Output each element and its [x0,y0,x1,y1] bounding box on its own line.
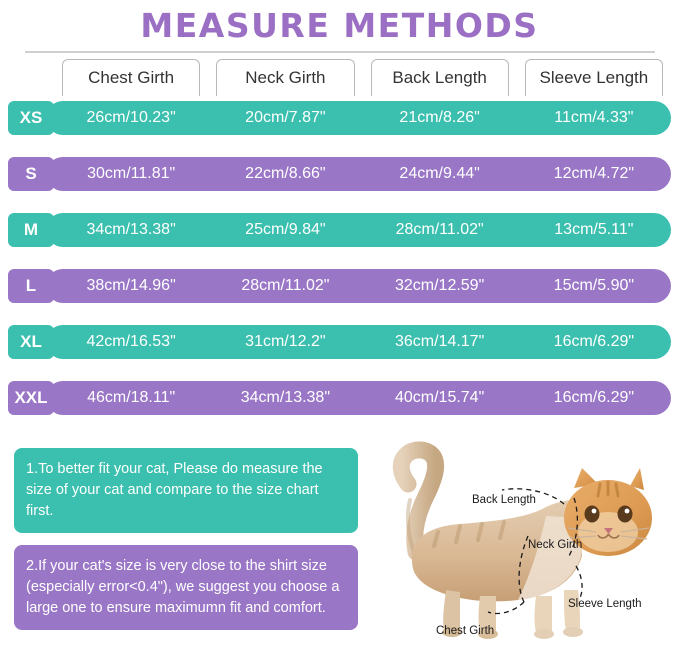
notes-section [14,448,358,630]
cell-sleeve-length: 13cm/5.11" [554,221,634,238]
note-measure-first: 1.To better fit your cat, Please do measure the size of your cat and compare to the size chart first. [14,448,358,533]
cell-neck-girth: 25cm/9.84" [245,221,326,238]
cell-neck-girth: 22cm/8.66" [245,165,326,182]
cell-back-length: 40cm/15.74" [394,389,485,406]
cell-back-length: 32cm/12.59" [394,277,485,294]
table-row [0,264,679,308]
table-row [0,208,679,252]
cat-illustration [368,440,673,650]
label-chest-girth: Chest Girth [436,625,495,637]
cell-back-length: 21cm/8.26" [399,109,480,126]
cell-neck-girth: 20cm/7.87" [245,109,326,126]
cell-back-length: 36cm/14.17" [394,333,485,350]
cell-sleeve-length: 15cm/5.90" [553,277,635,294]
size-badge: S [8,157,54,191]
cell-neck-girth: 34cm/13.38" [240,389,331,406]
cell-sleeve-length: 16cm/6.29" [553,389,635,406]
label-sleeve-length: Sleeve Length [568,598,642,610]
cell-chest-girth: 46cm/18.11" [87,389,176,406]
row-cells [62,269,679,303]
cell-sleeve-length: 16cm/6.29" [553,333,635,350]
label-back-length: Back Length [472,494,536,506]
cell-chest-girth: 38cm/14.96" [86,277,176,294]
column-header-chest-girth: Chest Girth [62,59,200,96]
row-cells [62,157,679,191]
column-header-sleeve-length: Sleeve Length [525,59,663,96]
table-row [0,376,679,420]
label-neck-girth: Neck Girth [528,539,583,551]
cell-chest-girth: 42cm/16.53" [86,333,176,350]
table-row [0,96,679,140]
page-title: MEASURE METHODS [140,6,539,45]
table-header-row [0,59,679,96]
cell-chest-girth: 26cm/10.23" [86,109,176,126]
cell-neck-girth: 28cm/11.02" [241,277,330,294]
cell-sleeve-length: 12cm/4.72" [553,165,635,182]
column-header-back-length: Back Length [371,59,509,96]
title-divider [25,51,655,53]
row-cells [62,101,679,135]
cell-chest-girth: 34cm/13.38" [86,221,176,238]
cell-back-length: 24cm/9.44" [399,165,480,182]
column-header-neck-girth: Neck Girth [216,59,354,96]
row-cells [62,213,679,247]
table-row [0,152,679,196]
cell-sleeve-length: 11cm/4.33" [554,109,634,126]
size-chart-table [0,59,679,431]
row-cells [62,325,679,359]
note-size-up: 2.If your cat's size is very close to the shirt size (especially error<0.4"), we suggest you choose a large one to ensure maximumn fit and comfort. [14,545,358,630]
cell-back-length: 28cm/11.02" [395,221,484,238]
cat-drawing [368,440,673,650]
size-badge: XS [8,101,54,135]
size-badge: XL [8,325,54,359]
size-badge: XXL [8,381,54,415]
table-row [0,320,679,364]
row-cells [62,381,679,415]
cell-neck-girth: 31cm/12.2" [245,333,326,350]
cell-chest-girth: 30cm/11.81" [87,165,176,182]
size-badge: L [8,269,54,303]
size-badge: M [8,213,54,247]
